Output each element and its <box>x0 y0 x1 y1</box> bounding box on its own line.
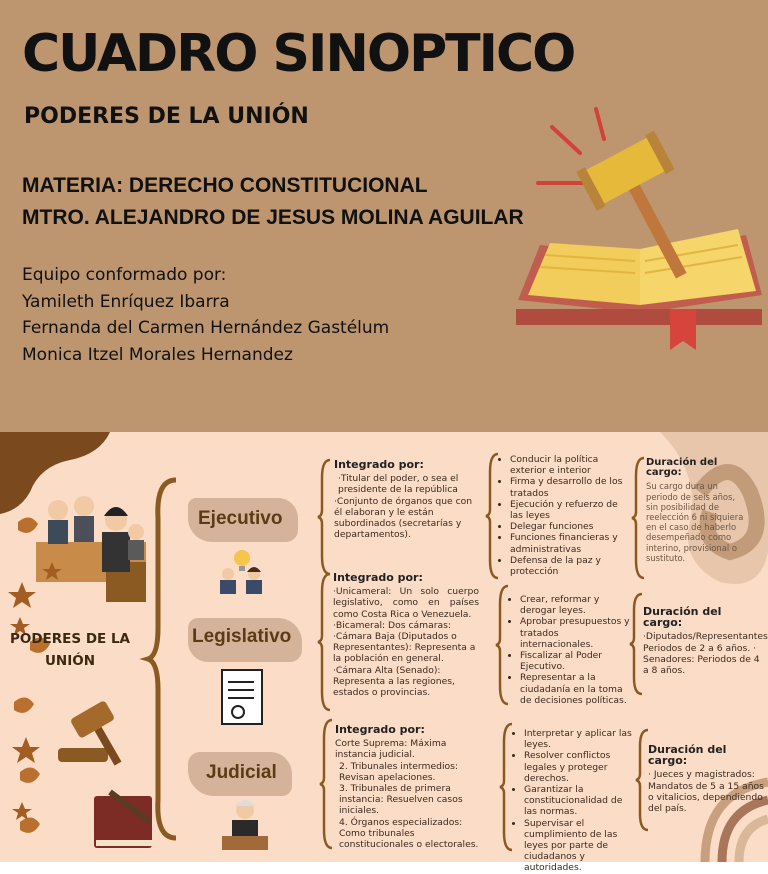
leaf-icon <box>14 697 34 712</box>
list-item: • Representar a la ciudadanía en la toma de decisiones políticas. <box>520 672 634 706</box>
gavel-icon <box>54 694 134 766</box>
branch-ejecutivo: Ejecutivo <box>198 508 283 529</box>
ejecutivo-integrado: Integrado por: ·Titular del poder, o sea el presidente de la república ·Conjunto de órganos que con él elaboran y le están subordinados (secretarías y departamentos). <box>334 458 473 541</box>
branch-judicial: Judicial <box>206 762 277 783</box>
list-item: • Conducir la política exterior e interior <box>510 454 628 476</box>
leaf-icon <box>18 517 38 532</box>
judge-icon <box>220 796 270 852</box>
list-item: • Fiscalizar al Poder Ejecutivo. <box>520 650 634 672</box>
list-item: • Funciones financieras y administrativas <box>510 532 628 554</box>
list-item: • Ejecución y refuerzo de las leyes <box>510 499 628 521</box>
ejecutivo-functions <box>500 454 628 577</box>
team-label: Equipo conformado por: <box>22 265 227 285</box>
list-item: • Defensa de la paz y protección <box>510 555 628 577</box>
list-item: • Firma y desarrollo de los tratados <box>510 476 628 498</box>
star-icon <box>42 562 62 580</box>
judicial-duracion: Duración del cargo: · Jueces y magistrados: Mandatos de 5 a 15 años o vitalicios, dependiendo del país. <box>648 743 764 815</box>
page-subtitle: PODERES DE LA UNIÓN <box>24 104 309 129</box>
duracion-brace <box>632 456 646 580</box>
document-icon <box>218 668 268 728</box>
integrado-brace <box>318 458 332 576</box>
leaf-icon <box>20 767 40 782</box>
star-icon <box>12 737 40 763</box>
list-item: • Aprobar presupuestos y tratados internacionales. <box>520 616 634 650</box>
team-member: Fernanda del Carmen Hernández Gastélum <box>22 318 390 338</box>
legislativo-integrado: Integrado por: ·Unicameral: Un solo cuerpo legislativo, como en países como Costa Rica o Venezuela. ·Bicameral: Dos cámaras: ·Cámara Baja (Diputados o Representantes): Representa a la población en general. ·Cámara Alta (Senado): Representa a las regiones, estados o provincias. <box>333 571 479 699</box>
list-item: • Supervisar el cumplimiento de las leyes por parte de ciudadanos y autoridades. <box>524 818 638 874</box>
list-item: • Delegar funciones <box>510 521 628 532</box>
course-info <box>22 170 524 234</box>
team-member: Monica Itzel Morales Hernandez <box>22 344 293 365</box>
legislativo-functions <box>510 594 634 706</box>
branch-legislativo: Legislativo <box>192 626 292 647</box>
gavel-book-illustration <box>510 95 768 365</box>
main-brace <box>146 478 182 840</box>
list-item: • Interpretar y aplicar las leyes. <box>524 728 638 750</box>
lightbulb-people-icon <box>214 546 270 594</box>
page-title: CUADRO SINOPTICO <box>22 24 575 84</box>
team-member: Yamileth Enríquez Ibarra <box>22 291 230 312</box>
leaf-star-decorations <box>0 502 70 862</box>
diagram-panel <box>0 432 768 874</box>
integrado-brace <box>318 572 332 712</box>
ejecutivo-duracion: Duración del cargo: Su cargo dura un periodo de seis años, sin posibilidad de reelección 6 ni siquiera en el caso de haberlo desempeñado como interino, provisional o sustituto. <box>646 457 744 563</box>
header-panel <box>0 0 768 432</box>
list-item: • Garantizar la constitucionalidad de las normas. <box>524 784 638 818</box>
leaf-icon <box>20 817 40 832</box>
maestro-line: MTRO. ALEJANDRO DE JESUS MOLINA AGUILAR <box>22 206 524 229</box>
duracion-brace <box>630 592 644 696</box>
list-item: • Crear, reformar y derogar leyes. <box>520 594 634 616</box>
root-label: PODERES DE LA UNIÓN <box>9 631 131 669</box>
judicial-integrado: Integrado por: Corte Suprema: Máxima instancia judicial. 2. Tribunales intermedios: Revisan apelaciones. 3. Tribunales de primera instancia: Resuelven casos iniciales. 4. Órganos especializados: Como tribunales constitucionales o electorales. <box>335 723 479 851</box>
integrado-brace <box>320 718 334 850</box>
materia-line: MATERIA: DERECHO CONSTITUCIONAL <box>22 174 428 197</box>
book-icon <box>516 229 762 350</box>
list-item: • Resolver conflictos legales y proteger derechos. <box>524 750 638 784</box>
star-icon <box>8 582 36 608</box>
legislativo-duracion: Duración del cargo: ·Diputados/Representantes Periodos de 2 a 6 años. · Senadores: Periodos de 4 a 8 años. <box>643 605 768 677</box>
team-list <box>22 262 389 368</box>
star-icon <box>12 802 32 820</box>
judicial-functions <box>514 728 638 874</box>
